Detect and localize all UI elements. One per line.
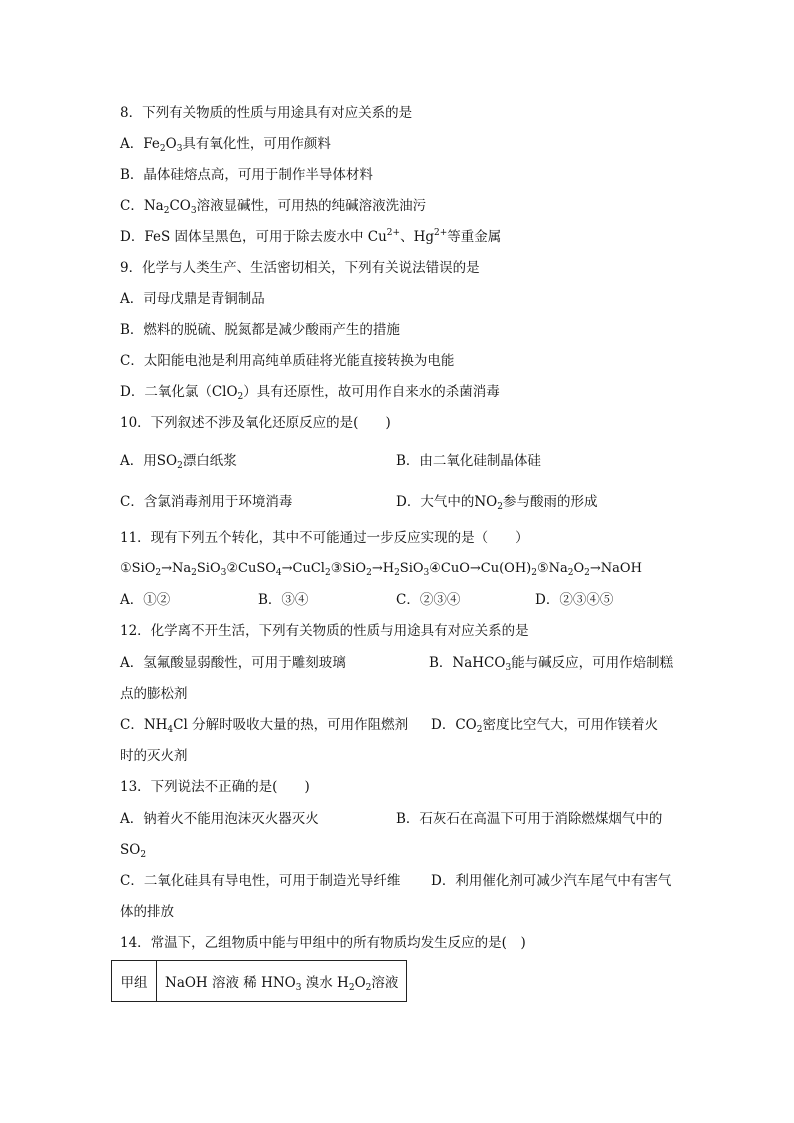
q11-option-b: B．③④ — [258, 592, 309, 608]
q10-option-b: B．由二氧化硅制晶体硅 — [396, 453, 541, 469]
q12-option-b: B．NaHCO$_3$能与碱反应，可用作焙制糕 — [429, 655, 674, 673]
q11-reactions: $①SiO_2\to Na_2SiO_3②CuSO_4\to CuCl_2③SiO_2\to H_2SiO_3④CuO\to Cu(OH)_2⑤Na_2O_2\to NaOH$ — [120, 561, 642, 578]
q11-option-a: A．①② — [120, 592, 171, 608]
q13-stem: 13．下列说法不正确的是( ) — [120, 779, 310, 795]
q12-option-d: D．$CO_2$密度比空气大，可用作镁着火 — [431, 717, 658, 735]
q12-option-b-cont: 点的膨松剂 — [120, 686, 188, 702]
q8-stem: 8．下列有关物质的性质与用途具有对应关系的是 — [120, 105, 413, 121]
q12-option-a: A．氢氟酸显弱酸性，可用于雕刻玻璃 — [120, 655, 346, 671]
q10-option-c: C．含氯消毒剂用于环境消毒 — [120, 494, 293, 510]
q13-option-d-cont: 体的排放 — [120, 904, 174, 920]
q11-option-d: D．②③④⑤ — [535, 592, 614, 608]
q8-option-d: D．FeS 固体呈黑色，可用于除去废水中 $Cu^{2+}$、$Hg^{2+}$等重金属 — [120, 228, 502, 245]
q9-option-b: B．燃料的脱硫、脱氮都是减少酸雨产生的措施 — [120, 322, 400, 338]
q12-option-c: C．$NH_4Cl$ 分解时吸收大量的热，可用作阻燃剂 — [120, 717, 409, 735]
q9-option-d: D．二氧化氯（ClO$_2$）具有还原性，故可用作自来水的杀菌消毒 — [120, 384, 500, 402]
q10-stem: 10．下列叙述不涉及氧化还原反应的是( ) — [120, 415, 391, 431]
q8-option-c: C．$Na_2CO_3$溶液显碱性，可用热的纯碱溶液洗油污 — [120, 198, 427, 216]
q9-stem: 9．化学与人类生产、生活密切相关，下列有关说法错误的是 — [120, 260, 480, 276]
q13-option-b: B．石灰石在高温下可用于消除燃煤烟气中的 — [396, 811, 663, 827]
q13-option-c: C．二氧化硅具有导电性，可用于制造光导纤维 — [120, 873, 401, 889]
q11-stem: 11．现有下列五个转化，其中不可能通过一步反应实现的是（ ） — [120, 530, 529, 546]
q9-option-c: C．太阳能电池是利用高纯单质硅将光能直接转换为电能 — [120, 353, 455, 369]
q14-stem: 14．常温下，乙组物质中能与甲组中的所有物质均发生反应的是( ) — [120, 935, 526, 951]
table-row — [112, 961, 407, 1002]
q13-option-d: D．利用催化剂可减少汽车尾气中有害气 — [431, 873, 672, 889]
q8-option-b: B．晶体硅熔点高，可用于制作半导体材料 — [120, 167, 373, 183]
q10-option-a: A．用$SO_2$漂白纸浆 — [120, 453, 237, 471]
group-jia-substances: NaOH 溶液 稀 $HNO_3$ 溴水 $H_2O_2$溶液 — [157, 961, 407, 1002]
q10-option-d: D．大气中的$NO_2$参与酸雨的形成 — [396, 494, 598, 512]
q11-option-c: C．②③④ — [396, 592, 461, 608]
q13-option-a: A．钠着火不能用泡沫灭火器灭火 — [120, 811, 319, 827]
q12-stem: 12．化学离不开生活，下列有关物质的性质与用途具有对应关系的是 — [120, 623, 529, 639]
group-jia-header: 甲组 — [112, 961, 157, 1002]
q9-option-a: A．司母戊鼎是青铜制品 — [120, 291, 265, 307]
q13-option-b-cont: $SO_2$ — [120, 842, 147, 860]
group-table — [111, 960, 407, 1002]
q8-option-a: A．$Fe_2O_3$具有氧化性，可用作颜料 — [120, 136, 331, 154]
q12-option-d-cont: 时的灭火剂 — [120, 748, 188, 764]
